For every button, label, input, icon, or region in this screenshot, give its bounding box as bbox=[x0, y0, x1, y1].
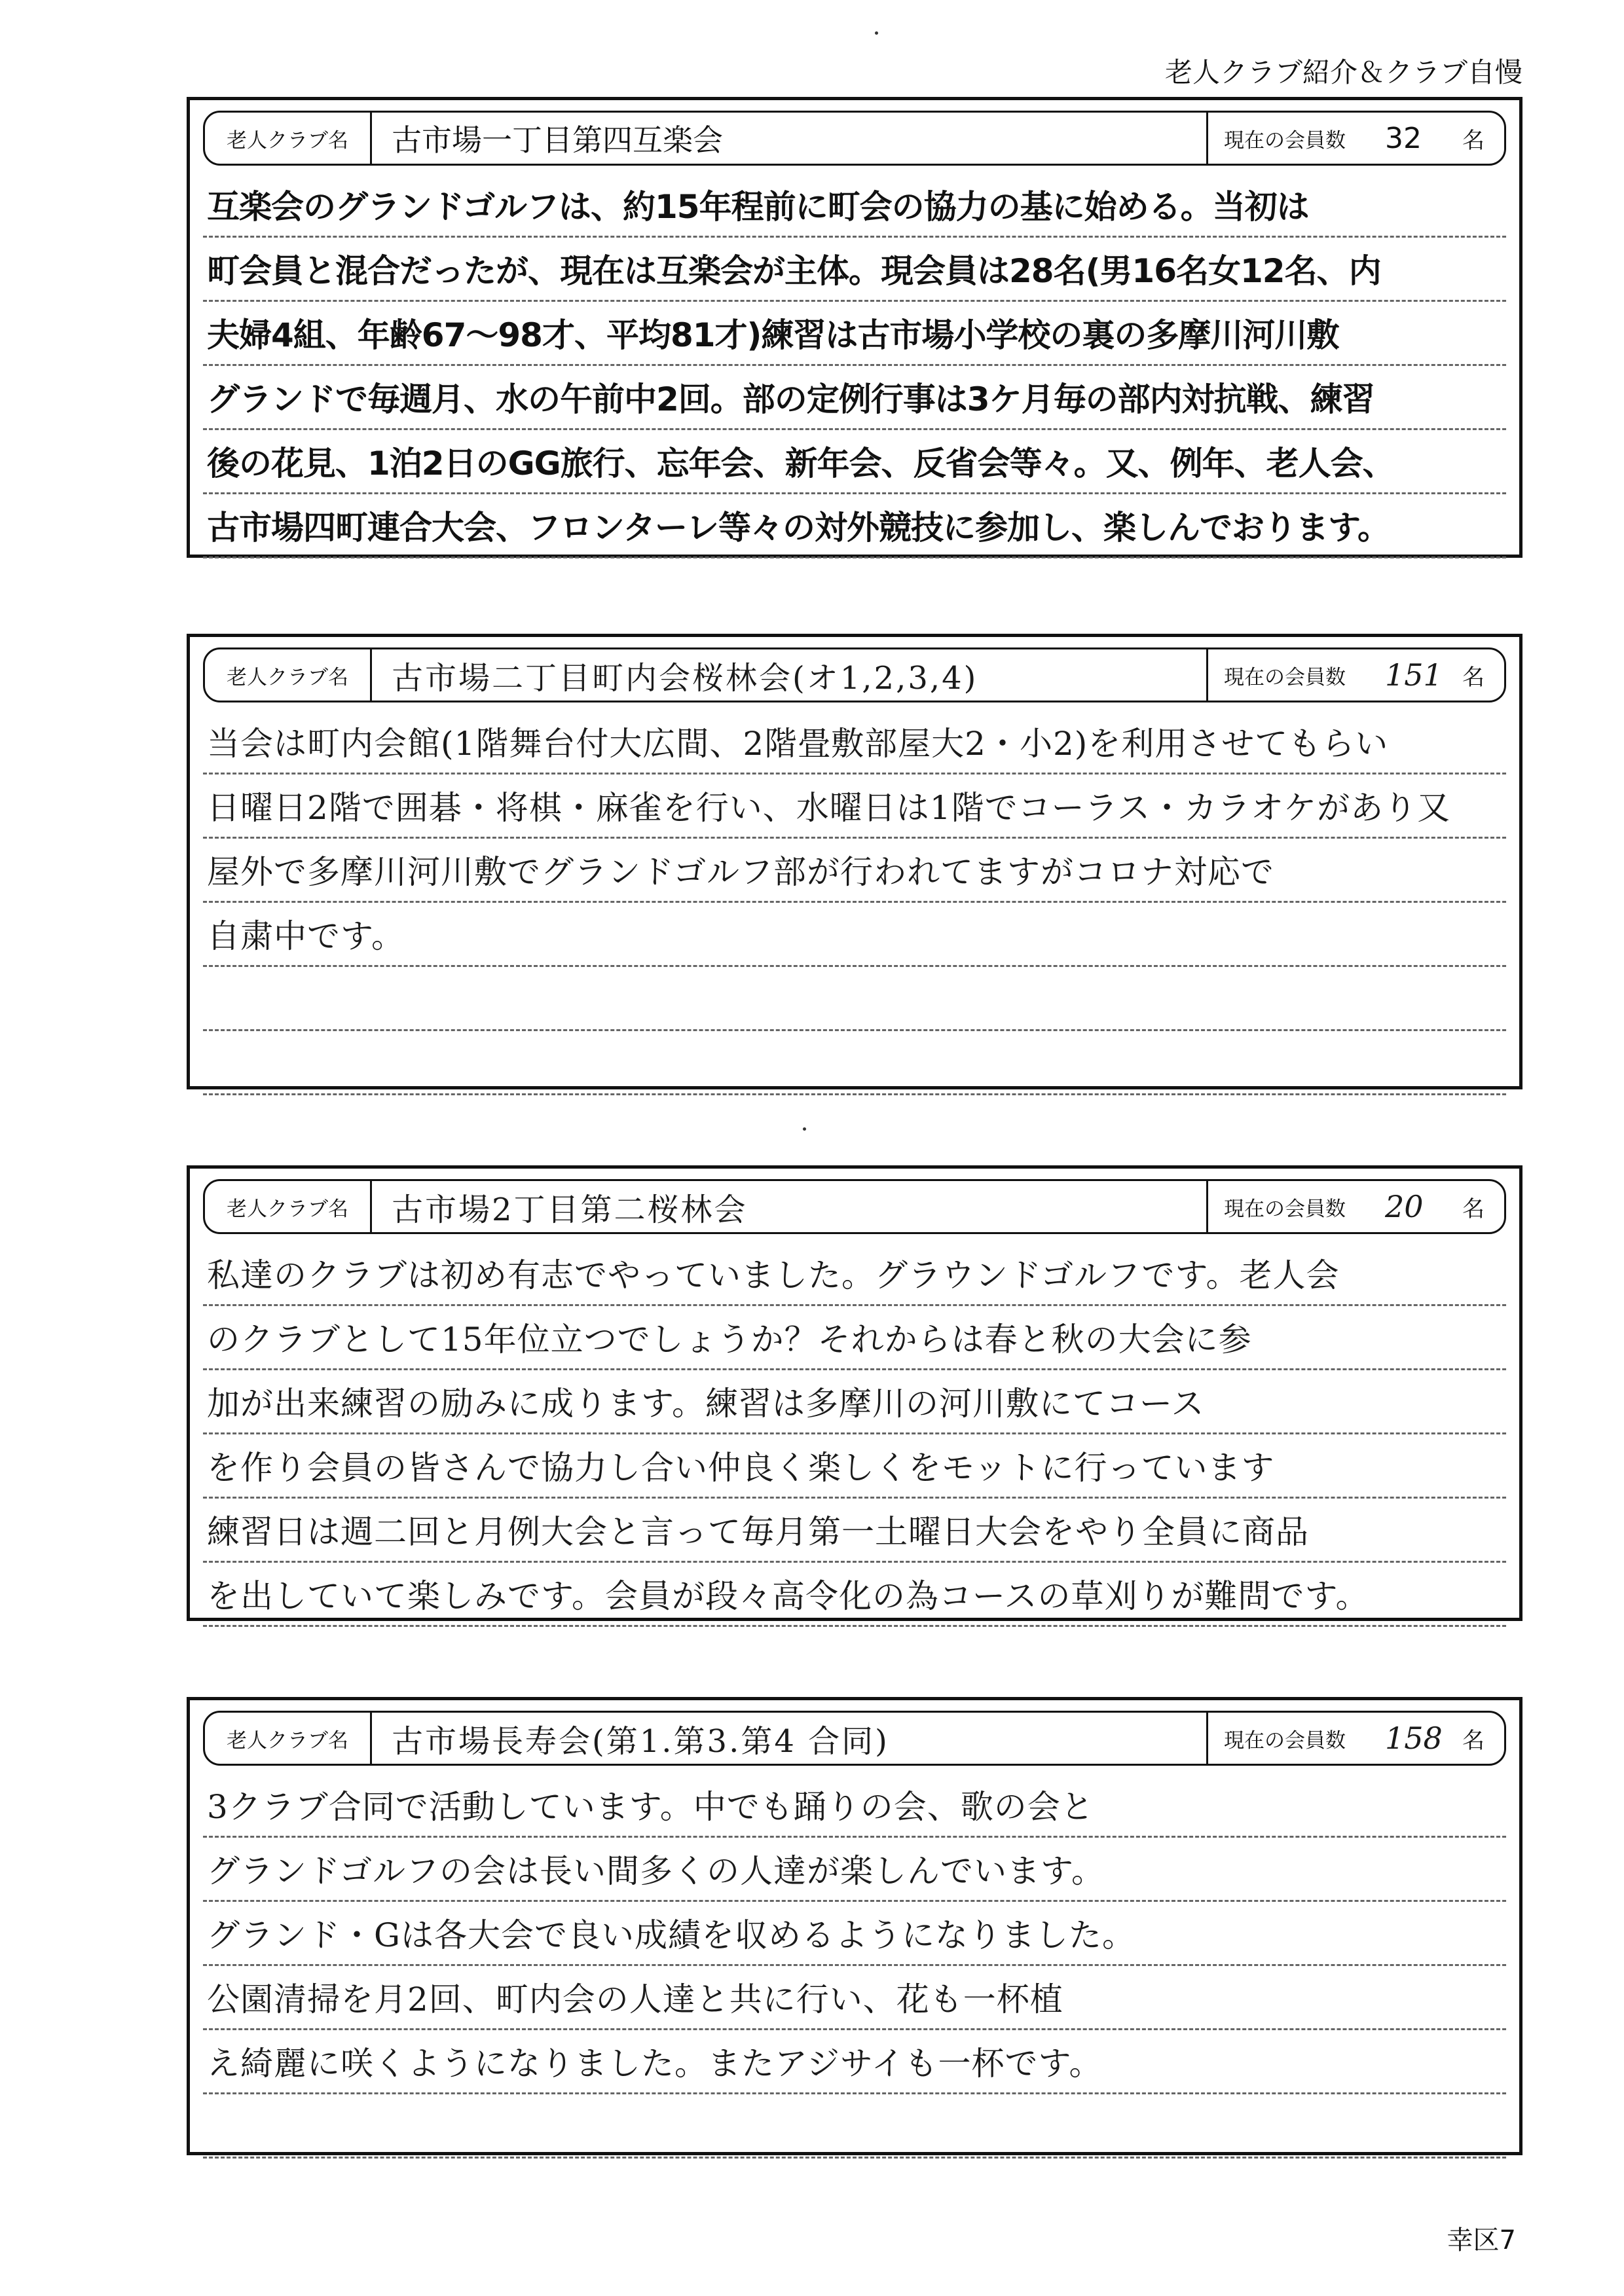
description-line bbox=[203, 1031, 1506, 1095]
page-header: 老人クラブ紹介＆クラブ自慢 bbox=[1164, 56, 1522, 88]
description-line bbox=[203, 2094, 1506, 2159]
member-count-box bbox=[1206, 1713, 1504, 1764]
description-line: 日曜日2階で囲碁・将棋・麻雀を行い、水曜日は1階でコーラス・カラオケがあり又 bbox=[203, 774, 1506, 839]
club-header-row bbox=[203, 1711, 1506, 1766]
club-description bbox=[203, 1774, 1506, 2159]
club-card-2 bbox=[187, 634, 1522, 1089]
description-line: グランド・Gは各大会で良い成績を収めるようになりました。 bbox=[203, 1902, 1506, 1966]
club-name-label: 老人クラブ名 bbox=[205, 1181, 372, 1232]
club-name: 古市場長寿会(第1.第3.第4 合同) bbox=[392, 1722, 889, 1760]
club-header-row bbox=[203, 111, 1506, 166]
description-line bbox=[203, 967, 1506, 1031]
member-count-box bbox=[1206, 113, 1504, 164]
club-name: 古市場一丁目第四互楽会 bbox=[392, 122, 723, 158]
description-line: 3クラブ合同で活動しています。中でも踊りの会、歌の会と bbox=[203, 1774, 1506, 1838]
club-card-3 bbox=[187, 1165, 1522, 1621]
member-count-label: 現在の会員数 bbox=[1224, 1728, 1346, 1753]
member-count-value: 32 bbox=[1385, 121, 1422, 155]
description-line: 町会員と混合だったが、現在は互楽会が主体。現会員は28名(男16名女12名、内 bbox=[203, 238, 1506, 302]
description-line: 加が出来練習の励みに成ります。練習は多摩川の河川敷にてコース bbox=[203, 1370, 1506, 1434]
description-line: 自粛中です。 bbox=[203, 903, 1506, 967]
description-line: グランドで毎週月、水の午前中2回。部の定例行事は3ケ月毎の部内対抗戦、練習 bbox=[203, 366, 1506, 430]
member-count-box bbox=[1206, 649, 1504, 701]
member-count-unit: 名 bbox=[1462, 1727, 1485, 1754]
description-line: グランドゴルフの会は長い間多くの人達が楽しんでいます。 bbox=[203, 1838, 1506, 1902]
club-header-row bbox=[203, 1179, 1506, 1234]
description-line: 後の花見、1泊2日のGG旅行、忘年会、新年会、反省会等々。又、例年、老人会、 bbox=[203, 430, 1506, 494]
member-count-label: 現在の会員数 bbox=[1224, 1197, 1346, 1221]
description-line: 屋外で多摩川河川敷でグランドゴルフ部が行われてますがコロナ対応で bbox=[203, 839, 1506, 903]
member-count-unit: 名 bbox=[1462, 1195, 1485, 1222]
member-count-unit: 名 bbox=[1462, 127, 1485, 154]
description-line: 古市場四町連合大会、フロンターレ等々の対外競技に参加し、楽しんでおります。 bbox=[203, 494, 1506, 558]
description-line: え綺麗に咲くようになりました。またアジサイも一杯です。 bbox=[203, 2030, 1506, 2094]
member-count-label: 現在の会員数 bbox=[1224, 665, 1346, 689]
member-count-value: 20 bbox=[1385, 1189, 1424, 1224]
member-count-label: 現在の会員数 bbox=[1224, 128, 1346, 153]
club-header-row bbox=[203, 647, 1506, 702]
club-name-label: 老人クラブ名 bbox=[205, 113, 372, 164]
description-line: を出していて楽しみです。会員が段々高令化の為コースの草刈りが難問です。 bbox=[203, 1563, 1506, 1627]
description-line: 互楽会のグランドゴルフは、約15年程前に町会の協力の基に始める。当初は bbox=[203, 173, 1506, 238]
member-count-value: 158 bbox=[1385, 1721, 1443, 1756]
member-count-box bbox=[1206, 1181, 1504, 1232]
club-description bbox=[203, 173, 1506, 558]
club-description bbox=[203, 710, 1506, 1095]
description-line: 練習日は週二回と月例大会と言って毎月第一土曜日大会をやり全員に商品 bbox=[203, 1499, 1506, 1563]
description-line: 公園清掃を月2回、町内会の人達と共に行い、花も一杯植 bbox=[203, 1966, 1506, 2030]
club-name: 古市場二丁目町内会桜林会(オ1,2,3,4) bbox=[392, 659, 978, 697]
member-count-value: 151 bbox=[1385, 657, 1443, 693]
description-line: 当会は町内会館(1階舞台付大広間、2階畳敷部屋大2・小2)を利用させてもらい bbox=[203, 710, 1506, 774]
club-card-1 bbox=[187, 97, 1522, 558]
club-name-label: 老人クラブ名 bbox=[205, 649, 372, 701]
page-number: 幸区7 bbox=[1447, 2225, 1516, 2255]
club-name: 古市場2丁目第二桜林会 bbox=[392, 1191, 748, 1228]
member-count-unit: 名 bbox=[1462, 664, 1485, 691]
club-card-4 bbox=[187, 1697, 1522, 2155]
description-line: のクラブとして15年位立つでしょうか？それからは春と秋の大会に参 bbox=[203, 1306, 1506, 1370]
scan-speck bbox=[875, 31, 878, 35]
description-line: 私達のクラブは初め有志でやっていました。グラウンドゴルフです。老人会 bbox=[203, 1242, 1506, 1306]
description-line: を作り会員の皆さんで協力し合い仲良く楽しくをモットに行っています bbox=[203, 1434, 1506, 1499]
scan-speck bbox=[803, 1127, 806, 1131]
description-line: 夫婦4組、年齢67～98才、平均81才)練習は古市場小学校の裏の多摩川河川敷 bbox=[203, 302, 1506, 366]
club-name-label: 老人クラブ名 bbox=[205, 1713, 372, 1764]
club-description bbox=[203, 1242, 1506, 1627]
